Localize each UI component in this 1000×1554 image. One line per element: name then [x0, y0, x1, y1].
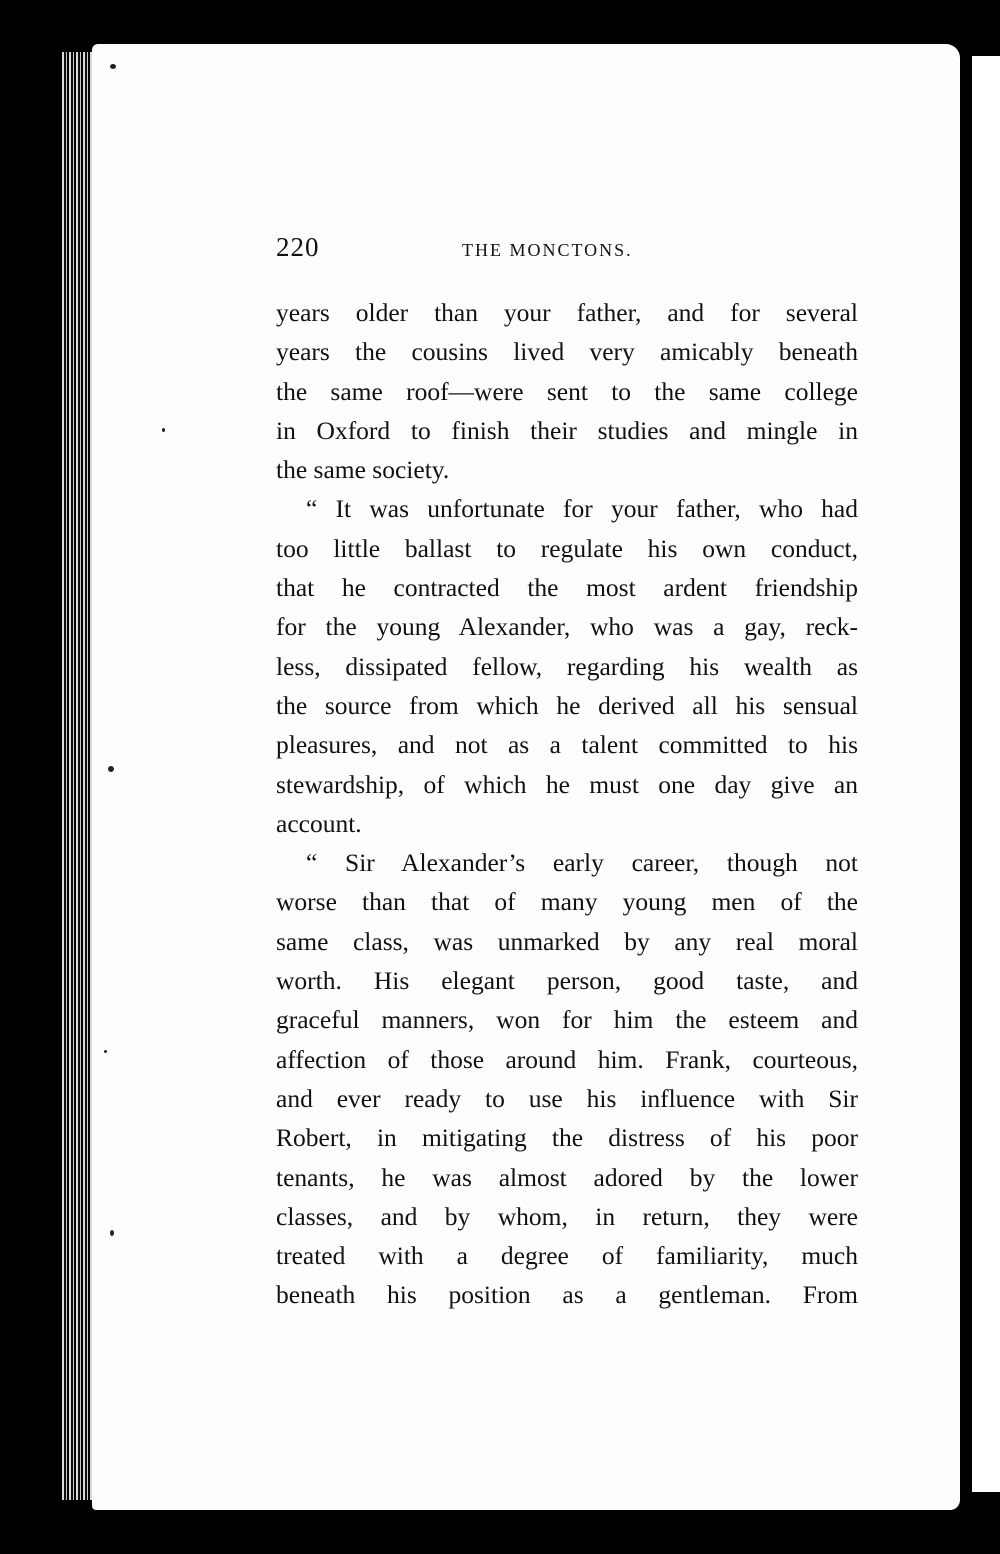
text-line: beneath his position as a gentleman. From [276, 1280, 858, 1310]
paragraph-1 [276, 293, 858, 489]
page-edge-shadow [62, 52, 94, 1500]
running-header [276, 228, 860, 268]
running-head-title: THE MONCTONS. [462, 240, 633, 260]
text-line: less, dissipated fellow, regarding his wealth as [276, 651, 858, 681]
paragraph-3 [276, 843, 858, 1315]
ink-speck [110, 64, 116, 69]
text-line: too little ballast to regulate his own conduct, [276, 533, 858, 563]
text-line: graceful manners, won for him the esteem and [276, 1005, 858, 1035]
text-line: classes, and by whom, in return, they were [276, 1201, 858, 1231]
text-line: tenants, he was almost adored by the lower [276, 1162, 858, 1192]
text-line: that he contracted the most ardent friendship [276, 573, 858, 603]
page-number: 220 [276, 232, 320, 262]
ink-speck [110, 1230, 114, 1236]
ink-speck [104, 1050, 107, 1053]
text-line: years older than your father, and for several [276, 298, 858, 327]
text-line: same class, was unmarked by any real moral [276, 926, 858, 956]
text-line: stewardship, of which he must one day give an [276, 769, 858, 799]
text-line: treated with a degree of familiarity, much [276, 1241, 858, 1271]
text-line: Robert, in mitigating the distress of his poor [276, 1123, 858, 1153]
text-line: years the cousins lived very amicably beneath [276, 337, 858, 367]
text-line: and ever ready to use his influence with Sir [276, 1083, 858, 1113]
paragraph-2 [276, 489, 858, 843]
text-line: pleasures, and not as a talent committed to his [276, 730, 858, 760]
text-line: affection of those around him. Frank, courteous, [276, 1044, 858, 1074]
text-line: in Oxford to finish their studies and mingle in [276, 415, 858, 445]
text-line: the source from which he derived all his sensual [276, 690, 858, 720]
text-line: account. [276, 808, 362, 838]
text-line: the same society. [276, 455, 450, 485]
ink-speck [162, 428, 165, 432]
ink-speck [108, 766, 114, 772]
text-line: “ Sir Alexander’s early career, though not [306, 848, 858, 878]
facing-page-edge [972, 56, 1000, 1492]
text-line: worse than that of many young men of the [276, 887, 858, 917]
text-line: worth. His elegant person, good taste, and [276, 966, 858, 996]
text-line: for the young Alexander, who was a gay, reck- [276, 612, 858, 642]
text-line: the same roof—were sent to the same college [276, 376, 858, 406]
body-text [276, 293, 858, 1315]
text-line: “ It was unfortunate for your father, who had [306, 494, 858, 524]
